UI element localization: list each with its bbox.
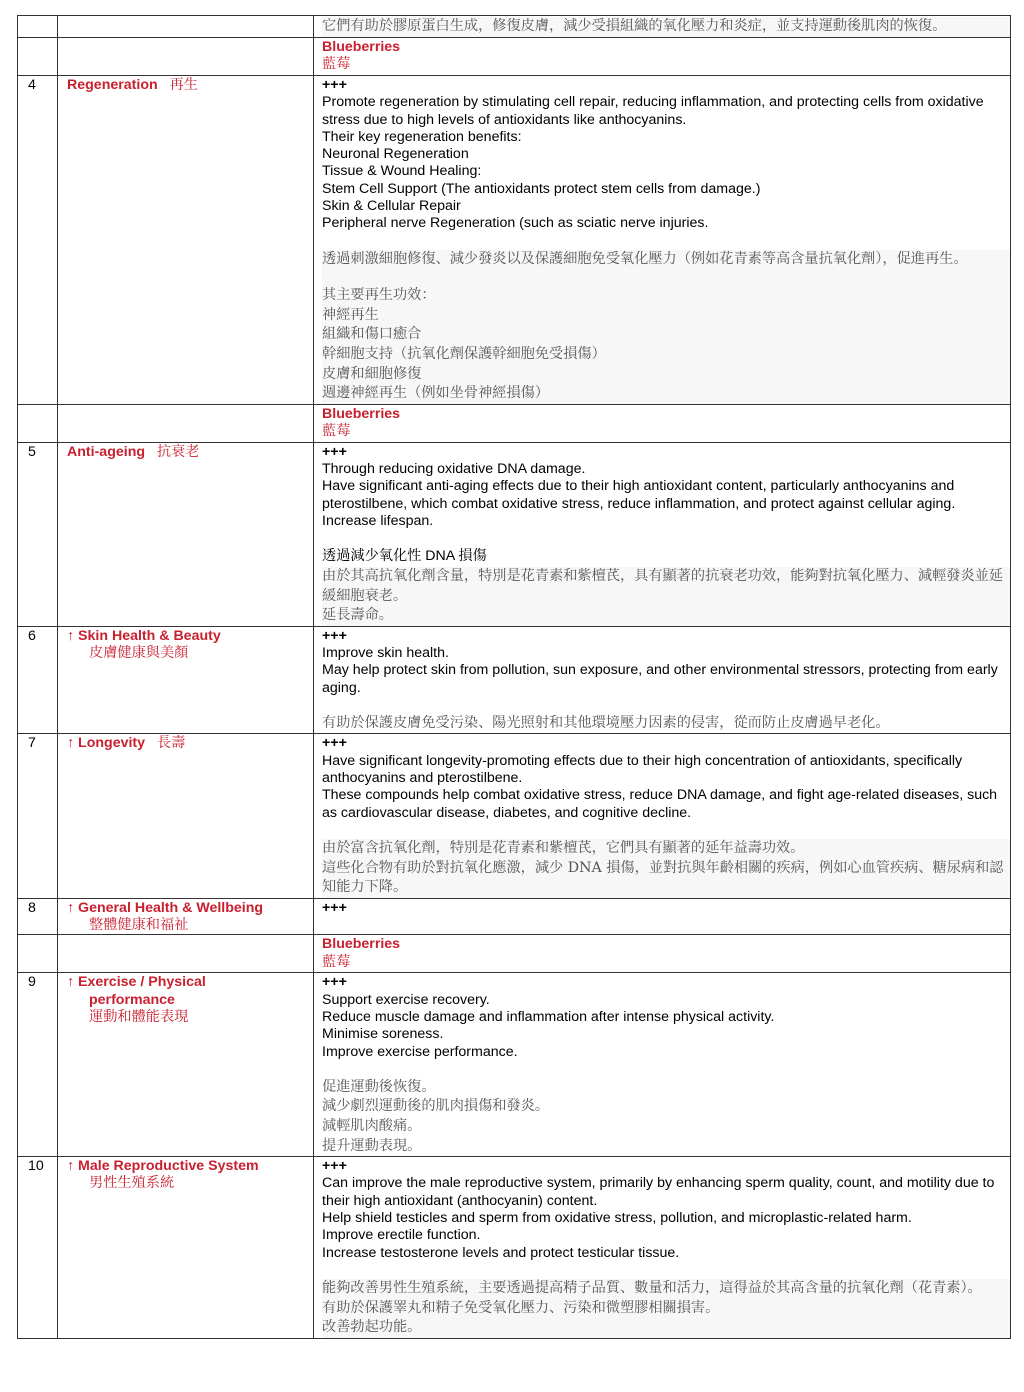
en-line: Improve exercise performance. — [322, 1043, 518, 1060]
zh-line: 它們有助於膠原蛋白生成，修復皮膚，減少受損組織的氧化壓力和炎症，並支持運動後肌肉的恢復。 — [322, 18, 947, 34]
category-en: Regeneration — [67, 77, 158, 93]
category-en: Male Reproductive System — [78, 1158, 259, 1175]
row-number: 8 — [18, 898, 58, 935]
category-en: Exercise / Physical — [78, 974, 206, 991]
category-label — [58, 442, 314, 626]
arrow-up-icon: ↑ — [67, 735, 75, 752]
en-line: Peripheral nerve Regeneration (such as sciatic nerve injuries. — [322, 215, 709, 232]
zh-line: 神經再生 — [322, 306, 379, 323]
zh-description — [322, 567, 1010, 626]
zh-line: 有助於保護皮膚免受污染、陽光照射和其他環境壓力因素的侵害，從而防止皮膚過早老化。 — [322, 714, 890, 731]
category-zh: 皮膚健康與美顏 — [89, 644, 189, 661]
rating: +++ — [322, 974, 347, 991]
en-line: May help protect skin from pollution, sun exposure, and other environmental stressors, protecting from early aging. — [322, 662, 998, 696]
en-line: These compounds help combat oxidative stress, reduce DNA damage, and fight age-related diseases, such as cardiovascular disease, diabetes, and cognitive decline. — [322, 787, 998, 821]
category-label — [58, 734, 314, 898]
en-line: Promote regeneration by stimulating cell repair, reducing inflammation, and protecting cells from oxidative stress due to high levels of antioxidants like anthocyanins. — [322, 94, 984, 128]
food-header-row — [18, 935, 1011, 973]
zh-line: 減少劇烈運動後的肌肉損傷和發炎。 — [322, 1098, 550, 1115]
zh-line: 由於富含抗氧化劑，特別是花青素和紫檀芪，它們具有顯著的延年益壽功效。 — [322, 839, 805, 856]
benefits-table — [17, 15, 1011, 1339]
category-cell — [58, 16, 314, 38]
zh-line: 週邊神經再生（例如坐骨神經損傷） — [322, 385, 550, 402]
en-line: Through reducing oxidative DNA damage. — [322, 461, 586, 478]
description-cell — [314, 626, 1011, 734]
category-en: Skin Health & Beauty — [78, 627, 221, 644]
category-label — [58, 898, 314, 935]
category-zh: 運動和體能表現 — [89, 1008, 189, 1025]
row-number: 9 — [18, 973, 58, 1157]
zh-line: 皮膚和細胞修復 — [322, 365, 422, 382]
description-cell — [314, 973, 1011, 1157]
description-cell — [314, 442, 1011, 626]
arrow-up-icon: ↑ — [67, 974, 75, 991]
row-number-cell — [18, 16, 58, 38]
food-label — [314, 935, 1011, 973]
en-line: Improve skin health. — [322, 644, 449, 661]
table-row-skin-health — [18, 626, 1011, 734]
food-label — [314, 38, 1011, 76]
category-label — [58, 626, 314, 734]
food-label — [314, 404, 1011, 442]
zh-line: 改善勃起功能。 — [322, 1319, 422, 1336]
zh-description — [322, 250, 1010, 404]
food-header-row — [18, 38, 1011, 76]
description-cell — [314, 16, 1011, 38]
zh-line: 幹細胞支持（抗氧化劑保護幹細胞免受損傷） — [322, 346, 606, 363]
zh-line: 有助於保護睪丸和精子免受氧化壓力、污染和微塑膠相關損害。 — [322, 1299, 720, 1316]
zh-line: 其主要再生功效： — [322, 287, 436, 304]
description-cell — [314, 734, 1011, 898]
food-label-zh: 藍莓 — [322, 423, 351, 440]
row-number: 4 — [18, 76, 58, 405]
description-cell — [314, 898, 1011, 935]
category-zh: 再生 — [169, 77, 198, 93]
en-line: Their key regeneration benefits: — [322, 128, 522, 145]
category-zh: 男性生殖系統 — [89, 1175, 175, 1192]
zh-line: 能夠改善男性生殖系統，主要透過提高精子品質、數量和活力，這得益於其高含量的抗氧化劑（花青素）。 — [322, 1279, 982, 1296]
zh-line: 透過刺激細胞修復、減少發炎以及保護細胞免受氧化壓力（例如花青素等高含量抗氧化劑），促進再生。 — [322, 250, 968, 267]
rating: +++ — [322, 899, 347, 916]
zh-line: 透過減少氧化性 DNA 損傷 — [322, 548, 487, 565]
table-row-regeneration — [18, 76, 1011, 405]
en-line: Support exercise recovery. — [322, 991, 490, 1008]
row-number: 7 — [18, 734, 58, 898]
food-label-en: Blueberries — [322, 936, 401, 953]
zh-line: 促進運動後恢復。 — [322, 1078, 436, 1095]
table-row-male-reproductive — [18, 1157, 1011, 1339]
category-en-cont: performance — [89, 991, 175, 1008]
en-line: Have significant anti-aging effects due to their high antioxidant content, particularly anthocyanins and pterostilbene, which combat oxidative stress, reduce inflammation, and protect against cellular aging. — [322, 478, 956, 512]
category-en: General Health & Wellbeing — [78, 899, 264, 916]
row-number: 6 — [18, 626, 58, 734]
table-row-general-health — [18, 898, 1011, 935]
arrow-up-icon: ↑ — [67, 627, 75, 644]
description-cell — [314, 76, 1011, 405]
zh-description — [322, 1279, 1010, 1338]
zh-line: 組織和傷口癒合 — [322, 326, 422, 343]
rating: +++ — [322, 627, 347, 644]
zh-description-heading — [322, 547, 1010, 567]
zh-description — [322, 17, 1010, 37]
zh-line: 延長壽命。 — [322, 607, 393, 624]
rating: +++ — [322, 77, 347, 93]
table-row-exercise — [18, 973, 1011, 1157]
zh-description — [322, 714, 1010, 734]
zh-line: 提升運動表現。 — [322, 1137, 422, 1154]
en-line: Skin & Cellular Repair — [322, 198, 461, 215]
en-line: Stem Cell Support (The antioxidants protect stem cells from damage.) — [322, 180, 761, 197]
zh-line: 減輕肌肉酸痛。 — [322, 1118, 422, 1134]
rating: +++ — [322, 443, 347, 460]
category-label — [58, 973, 314, 1157]
zh-description — [322, 839, 1010, 898]
en-line: Minimise soreness. — [322, 1026, 444, 1043]
zh-description — [322, 1078, 1010, 1156]
en-line: Help shield testicles and sperm from oxidative stress, pollution, and microplastic-related harm. — [322, 1210, 912, 1227]
en-line: Increase testosterone levels and protect testicular tissue. — [322, 1244, 680, 1261]
category-zh: 長壽 — [156, 735, 186, 752]
en-line: Tissue & Wound Healing: — [322, 163, 482, 180]
en-line: Have significant longevity-promoting effects due to their high concentration of antioxidants, specifically anthocyanins and pterostilbene. — [322, 752, 963, 787]
food-label-en: Blueberries — [322, 39, 401, 55]
en-line: Neuronal Regeneration — [322, 146, 469, 163]
rating: +++ — [322, 1158, 347, 1175]
table-row-longevity — [18, 734, 1011, 898]
food-label-en: Blueberries — [322, 405, 401, 422]
rating: +++ — [322, 735, 347, 752]
row-number: 5 — [18, 442, 58, 626]
category-en: Anti-ageing — [67, 443, 146, 460]
food-label-zh: 藍莓 — [322, 56, 351, 73]
en-line: Reduce muscle damage and inflammation after intense physical activity. — [322, 1008, 775, 1025]
category-label — [58, 1157, 314, 1339]
row-number: 10 — [18, 1157, 58, 1339]
category-zh: 整體健康和福祉 — [89, 917, 189, 934]
food-header-row — [18, 404, 1011, 442]
zh-line: 由於其高抗氧化劑含量，特別是花青素和紫檀芪，具有顯著的抗衰老功效，能夠對抗氧化壓力、減輕發炎並延緩細胞衰老。 — [322, 567, 1004, 604]
en-line: Improve erectile function. — [322, 1227, 481, 1244]
description-cell — [314, 1157, 1011, 1339]
food-label-zh: 藍莓 — [322, 953, 351, 970]
arrow-up-icon: ↑ — [67, 1158, 75, 1175]
en-line: Can improve the male reproductive system, primarily by enhancing sperm quality, count, and motility due to their high antioxidant (anthocyanin) content. — [322, 1175, 995, 1209]
table-row-continued — [18, 16, 1011, 38]
category-en: Longevity — [78, 735, 146, 752]
table-row-anti-ageing — [18, 442, 1011, 626]
category-label — [58, 76, 314, 405]
en-line: Increase lifespan. — [322, 513, 434, 530]
zh-line: 這些化合物有助於對抗氧化應激，減少 DNA 損傷，並對抗與年齡相關的疾病，例如心血管疾病、糖尿病和認知能力下降。 — [322, 859, 1004, 896]
arrow-up-icon: ↑ — [67, 899, 75, 916]
category-zh: 抗衰老 — [156, 443, 200, 460]
